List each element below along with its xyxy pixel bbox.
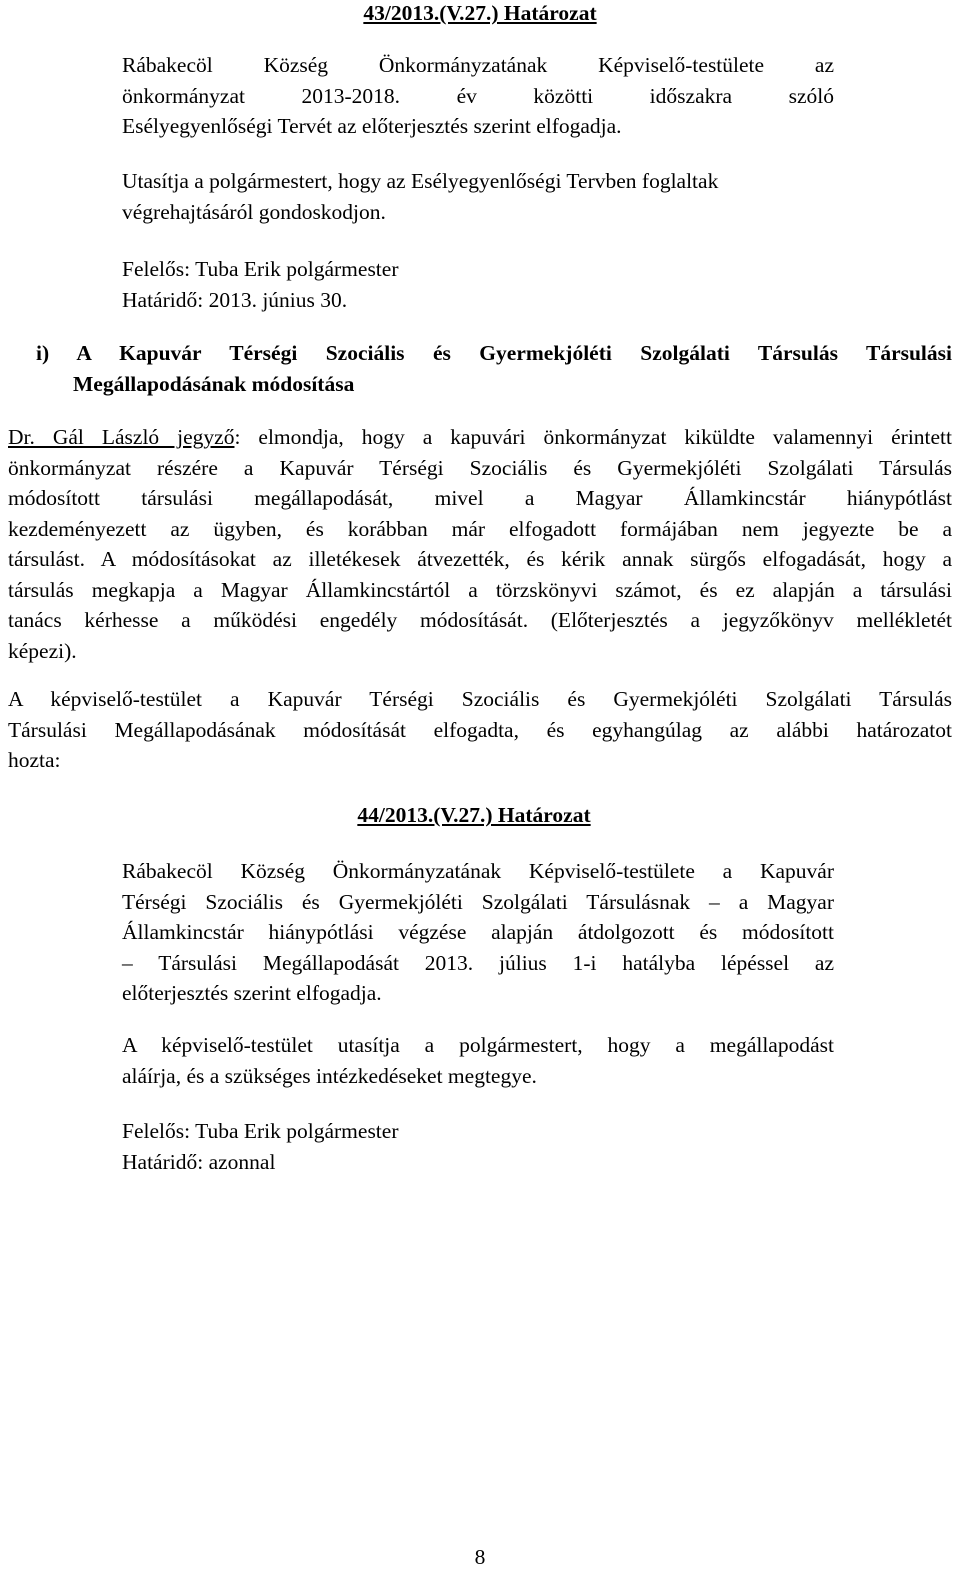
text-line: Rábakecöl Község Önkormányzatának Képviselő-testülete a Kapuvár xyxy=(122,859,834,883)
resolution-43-responsibility xyxy=(122,254,834,315)
resolution-43-title: 43/2013.(V.27.) Határozat xyxy=(363,1,597,25)
heading-line: i) A Kapuvár Térségi Szociális és Gyermekjóléti Szolgálati Társulás Társulási xyxy=(36,341,952,365)
text-line: társulás megkapja a Magyar Államkincstártól a törzskönyvi számot, és ez alapján a társulási xyxy=(8,577,952,602)
text-line: társulást. A módosításokat az illetékesek átvezették, és kérik annak sürgős elfogadását, hogy a xyxy=(8,547,952,571)
page-number: 8 xyxy=(474,1545,486,1569)
text-line: Esélyegyenlőségi Tervét az előterjesztés szerint elfogadja. xyxy=(122,114,622,138)
text-line: Rábakecöl Község Önkormányzatának Képviselő-testülete az xyxy=(122,53,834,77)
resolution-44-title: 44/2013.(V.27.) Határozat xyxy=(357,803,591,827)
resolution-44-responsibility xyxy=(122,1116,834,1177)
text-line: Államkincstár hiánypótlási végzése alapján átdolgozott és módosított xyxy=(122,920,834,944)
text-line: önkormányzat részére a Kapuvár Térségi Szociális és Gyermekjóléti Szolgálati Társulás xyxy=(8,455,952,480)
deadline-line: Határidő: 2013. június 30. xyxy=(122,287,348,312)
text-line: Társulási Megállapodásának módosítását elfogadta, és egyhangúlag az alábbi határozatot xyxy=(8,717,952,742)
text-line: önkormányzat 2013-2018. év közötti időszakra szóló xyxy=(122,83,834,108)
text-line: Térségi Szociális és Gyermekjóléti Szolgálati Társulásnak – a Magyar xyxy=(122,889,834,914)
heading-line: Megállapodásának módosítása xyxy=(73,371,355,396)
text-line: A képviselő-testület a Kapuvár Térségi Szociális és Gyermekjóléti Szolgálati Társulás xyxy=(8,687,952,711)
council-decision-intro xyxy=(8,684,952,776)
text-line: módosított társulási megállapodását, mivel a Magyar Államkincstár hiánypótlást xyxy=(8,486,952,510)
text-line: előterjesztés szerint elfogadja. xyxy=(122,981,382,1005)
deadline-line: Határidő: azonnal xyxy=(122,1149,276,1174)
agenda-item-heading xyxy=(36,338,952,399)
resolution-44-instruction xyxy=(122,1030,834,1091)
text-line: Utasítja a polgármestert, hogy az Esélyegyenlőségi Tervben foglaltak xyxy=(122,169,719,193)
resolution-43-text xyxy=(122,50,834,142)
responsible-line: Felelős: Tuba Erik polgármester xyxy=(122,257,399,281)
text-line: hozta: xyxy=(8,748,61,772)
text-line: A képviselő-testület utasítja a polgármestert, hogy a megállapodást xyxy=(122,1033,834,1057)
statement-start: : elmondja, hogy a kapuvári önkormányzat kiküldte valamennyi érintett xyxy=(234,425,953,449)
text-line: kezdeményezett az ügyben, és korábban már elfogadott formájában nem jegyezte be a xyxy=(8,516,952,541)
text-line: képezi). xyxy=(8,638,77,663)
responsible-line: Felelős: Tuba Erik polgármester xyxy=(122,1119,399,1143)
text-line xyxy=(8,422,952,453)
text-line: tanács kérhesse a működési engedély módosítását. (Előterjesztés a jegyzőkönyv mellékletét xyxy=(8,608,952,632)
text-line: végrehajtásáról gondoskodjon. xyxy=(122,199,386,224)
resolution-44-text xyxy=(122,856,834,1009)
resolution-43-instruction xyxy=(122,166,834,227)
text-line: – Társulási Megállapodását 2013. július 1-i hatályba lépéssel az xyxy=(122,950,834,975)
text-line: aláírja, és a szükséges intézkedéseket megtegye. xyxy=(122,1063,537,1088)
notary-statement xyxy=(8,422,952,666)
speaker-name: Dr. Gál László jegyző xyxy=(8,425,235,449)
